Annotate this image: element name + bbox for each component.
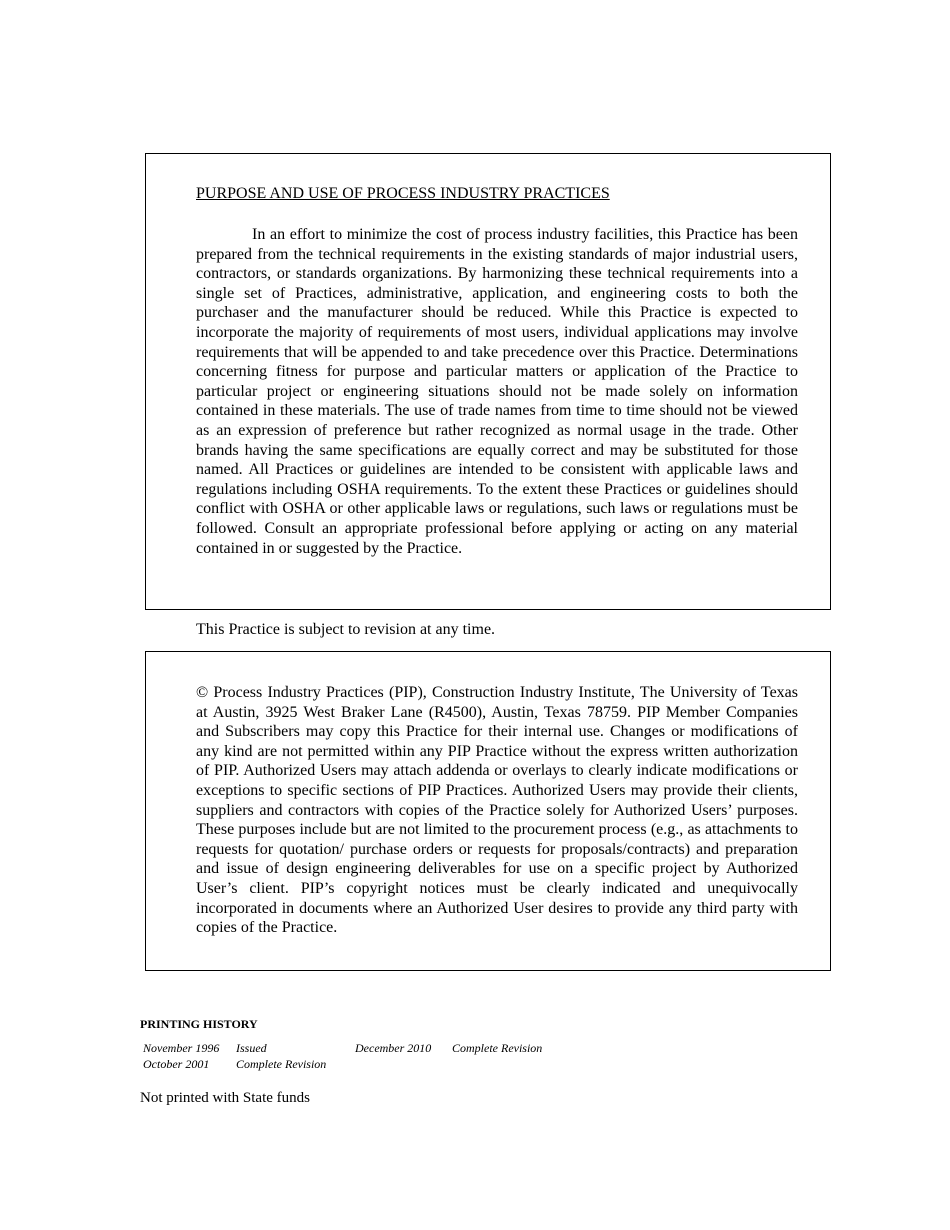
history-status: Complete Revision: [452, 1041, 543, 1055]
purpose-box: [145, 153, 831, 610]
history-date: December 2010: [355, 1041, 432, 1055]
copyright-box: [145, 651, 831, 971]
history-status: Complete Revision: [236, 1057, 327, 1071]
purpose-paragraph: In an effort to minimize the cost of process industry facilities, this Practice has been prepared from the technical requirements in the existing standards of major industrial users, contractors, or standards organizations. By harmonizing these technical requirements into a single set of Practices, administrative, application, and engineering costs to both the purchaser and the manufacturer should be reduced. While this Practice is expected to incorporate the majority of requirements of most users, individual applications may involve requirements that will be appended to and take precedence over this Practice. Determinations concerning fitness for purpose and particular matters or application of the Practice to particular project or engineering situations should not be made solely on information contained in these materials. The use of trade names from time to time should not be viewed as an expression of preference but rather recognized as normal usage in the trade. Other brands having the same specifications are equally correct and may be substituted for those named. All Practices or guidelines are intended to be consistent with applicable laws and regulations including OSHA requirements. To the extent these Practices or guidelines should conflict with OSHA or other applicable laws or regulations, such laws or regulations must be followed. Consult an appropriate professional before applying or acting on any material contained in or suggested by the Practice.: [196, 226, 798, 557]
funding-note: Not printed with State funds: [140, 1090, 310, 1106]
purpose-title: PURPOSE AND USE OF PROCESS INDUSTRY PRACTICES: [196, 185, 610, 202]
history-date: November 1996: [143, 1041, 220, 1055]
history-date: October 2001: [143, 1057, 210, 1071]
history-status: Issued: [236, 1041, 267, 1055]
copyright-paragraph: © Process Industry Practices (PIP), Construction Industry Institute, The University of Texas at Austin, 3925 West Braker Lane (R4500), Austin, Texas 78759. PIP Member Companies and Subscribers may copy this Practice for their internal use. Changes or modifications of any kind are not permitted within any PIP Practice without the express written authorization of PIP. Authorized Users may attach addenda or overlays to clearly indicate modifications or exceptions to specific sections of PIP Practices. Authorized Users may provide their clients, suppliers and contractors with copies of the Practice solely for Authorized Users’ purposes. These purposes include but are not limited to the procurement process (e.g., as attachments to requests for quotation/ purchase orders or requests for proposals/contracts) and preparation and issue of design engineering deliverables for use on a specific project by Authorized User’s client. PIP’s copyright notices must be clearly indicated and unequivocally incorporated in documents where an Authorized User desires to provide any third party with copies of the Practice.: [196, 684, 798, 937]
revision-note: This Practice is subject to revision at any time.: [196, 621, 496, 638]
printing-history-heading: PRINTING HISTORY: [140, 1017, 258, 1031]
